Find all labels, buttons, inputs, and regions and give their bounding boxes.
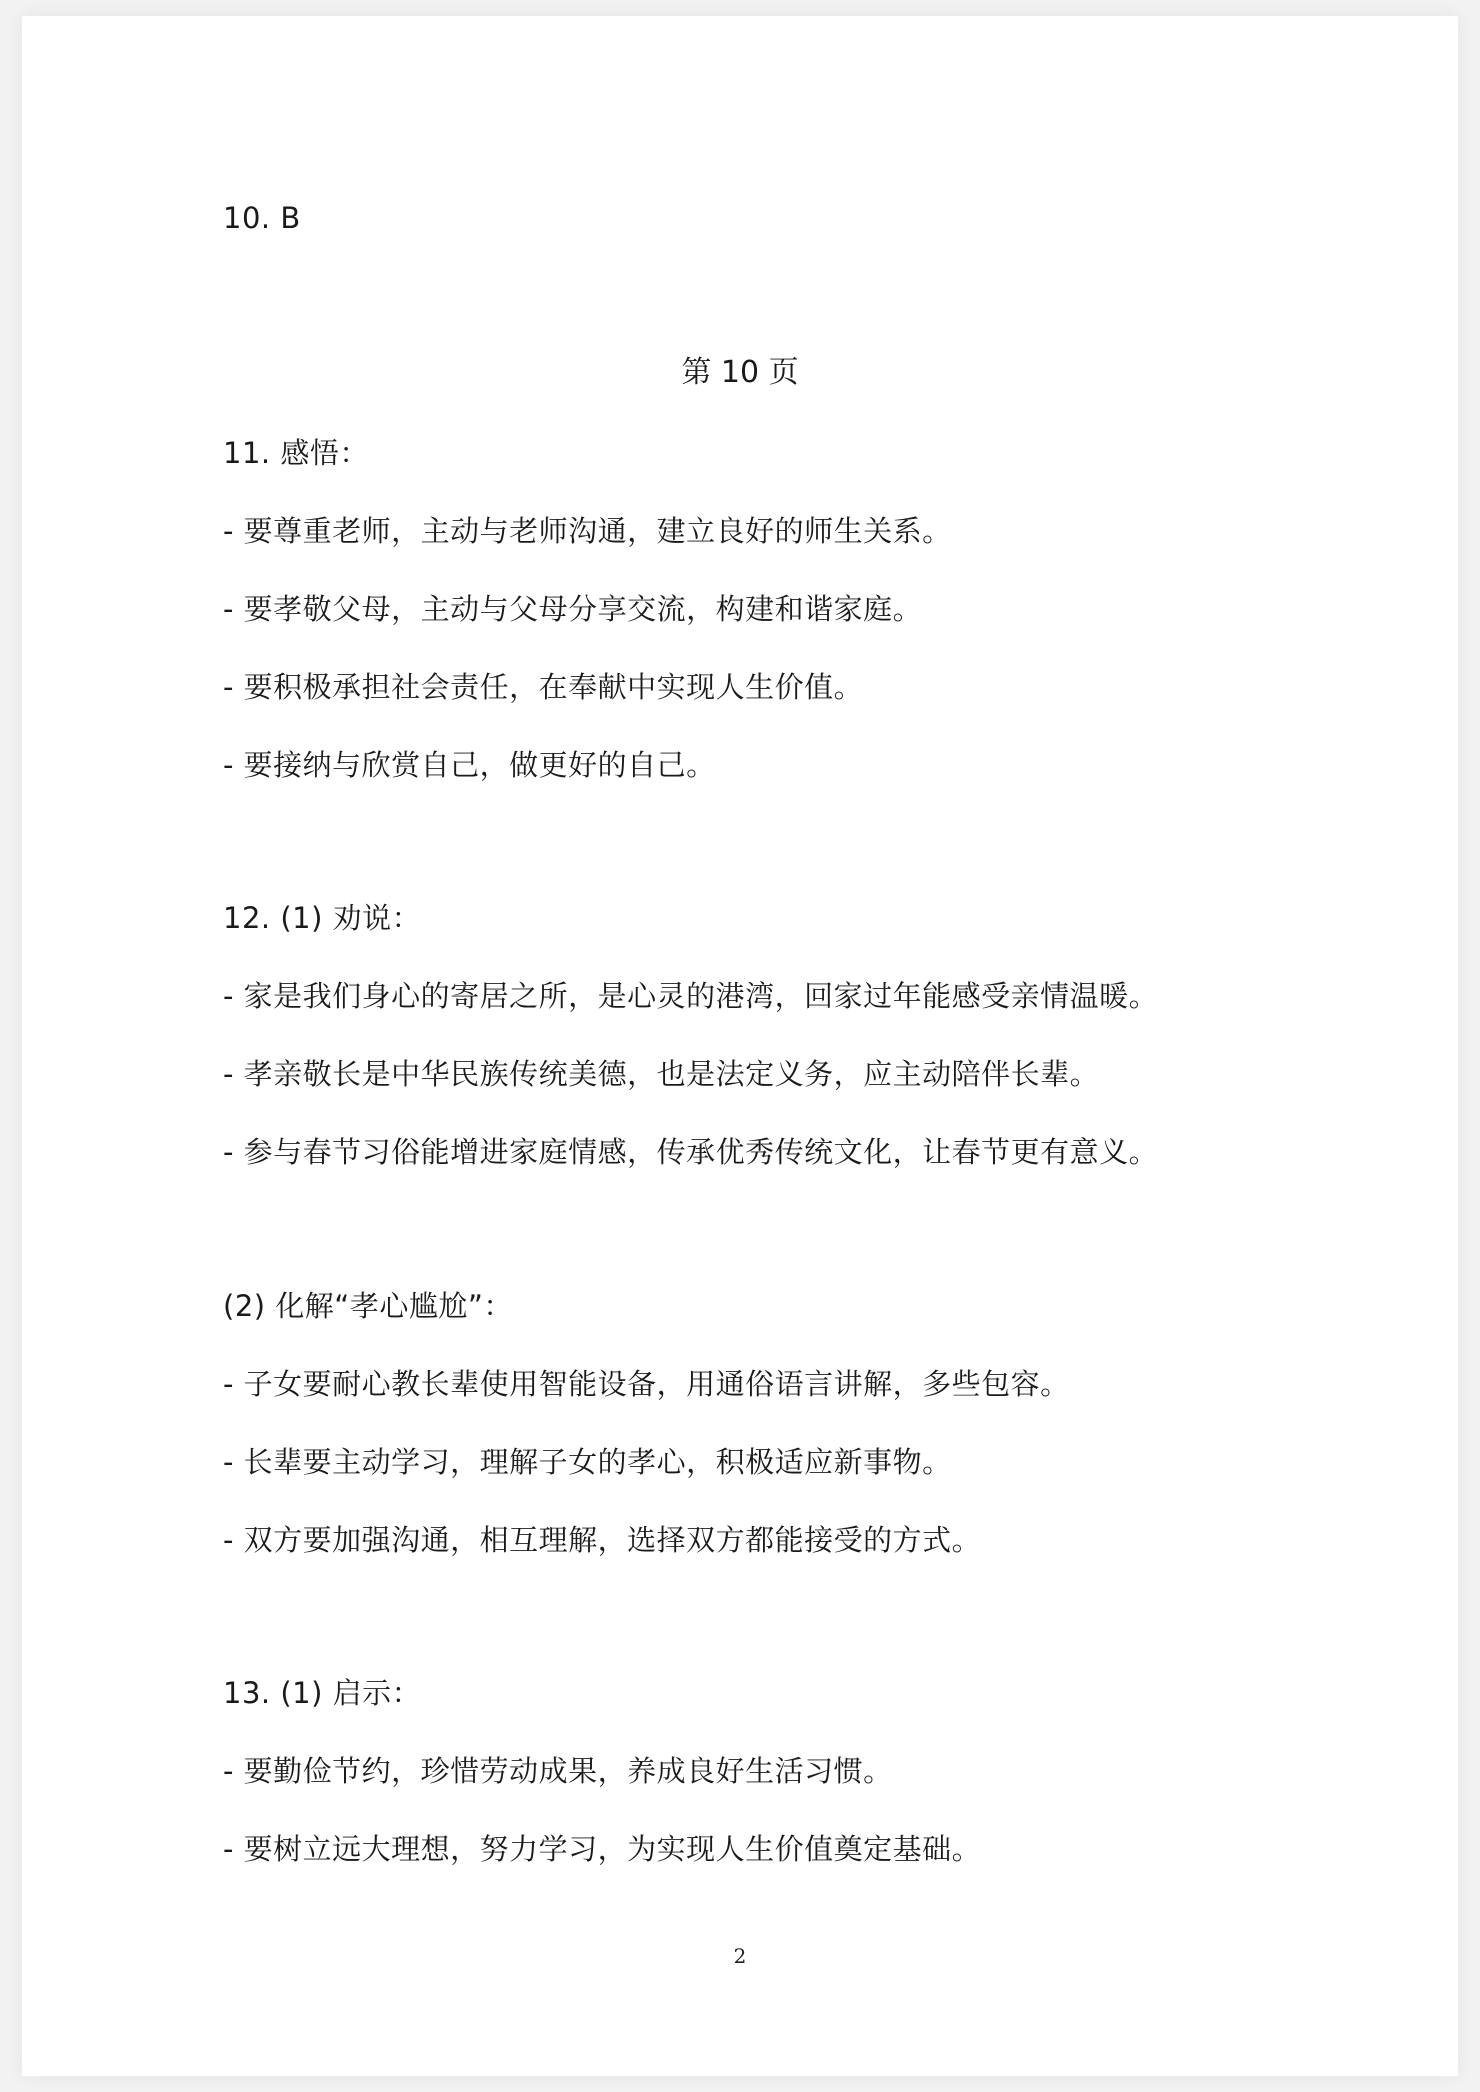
q13-part1-item: - 要树立远大理想，努力学习，为实现人生价值奠定基础。 bbox=[223, 1832, 982, 1866]
page-heading: 第 10 页 bbox=[681, 355, 799, 390]
q12-part1-item: - 家是我们身心的寄居之所，是心灵的港湾，回家过年能感受亲情温暖。 bbox=[223, 979, 1159, 1013]
q12-part2-item: - 长辈要主动学习，理解子女的孝心，积极适应新事物。 bbox=[223, 1445, 952, 1479]
q11-item: - 要积极承担社会责任，在奉献中实现人生价值。 bbox=[223, 670, 864, 704]
q12-part2-title: (2) 化解“孝心尴尬”： bbox=[223, 1289, 513, 1323]
q13-part1-title: 13. (1) 启示： bbox=[223, 1676, 422, 1710]
q11-item: - 要接纳与欣赏自己，做更好的自己。 bbox=[223, 748, 716, 782]
q11-item: - 要尊重老师，主动与老师沟通，建立良好的师生关系。 bbox=[223, 514, 952, 548]
q12-part2-item: - 子女要耐心教长辈使用智能设备，用通俗语言讲解，多些包容。 bbox=[223, 1367, 1070, 1401]
q12-part1-title: 12. (1) 劝说： bbox=[223, 901, 422, 935]
answer-q10: 10. B bbox=[223, 201, 301, 235]
q12-part1-item: - 参与春节习俗能增进家庭情感，传承优秀传统文化，让春节更有意义。 bbox=[223, 1135, 1159, 1169]
q12-part2-item: - 双方要加强沟通，相互理解，选择双方都能接受的方式。 bbox=[223, 1523, 982, 1557]
q13-part1-item: - 要勤俭节约，珍惜劳动成果，养成良好生活习惯。 bbox=[223, 1754, 893, 1788]
page-number: 2 bbox=[733, 1944, 747, 1968]
q12-part1-item: - 孝亲敬长是中华民族传统美德，也是法定义务，应主动陪伴长辈。 bbox=[223, 1057, 1100, 1091]
q11-item: - 要孝敬父母，主动与父母分享交流，构建和谐家庭。 bbox=[223, 592, 923, 626]
q11-title: 11. 感悟： bbox=[223, 436, 369, 470]
